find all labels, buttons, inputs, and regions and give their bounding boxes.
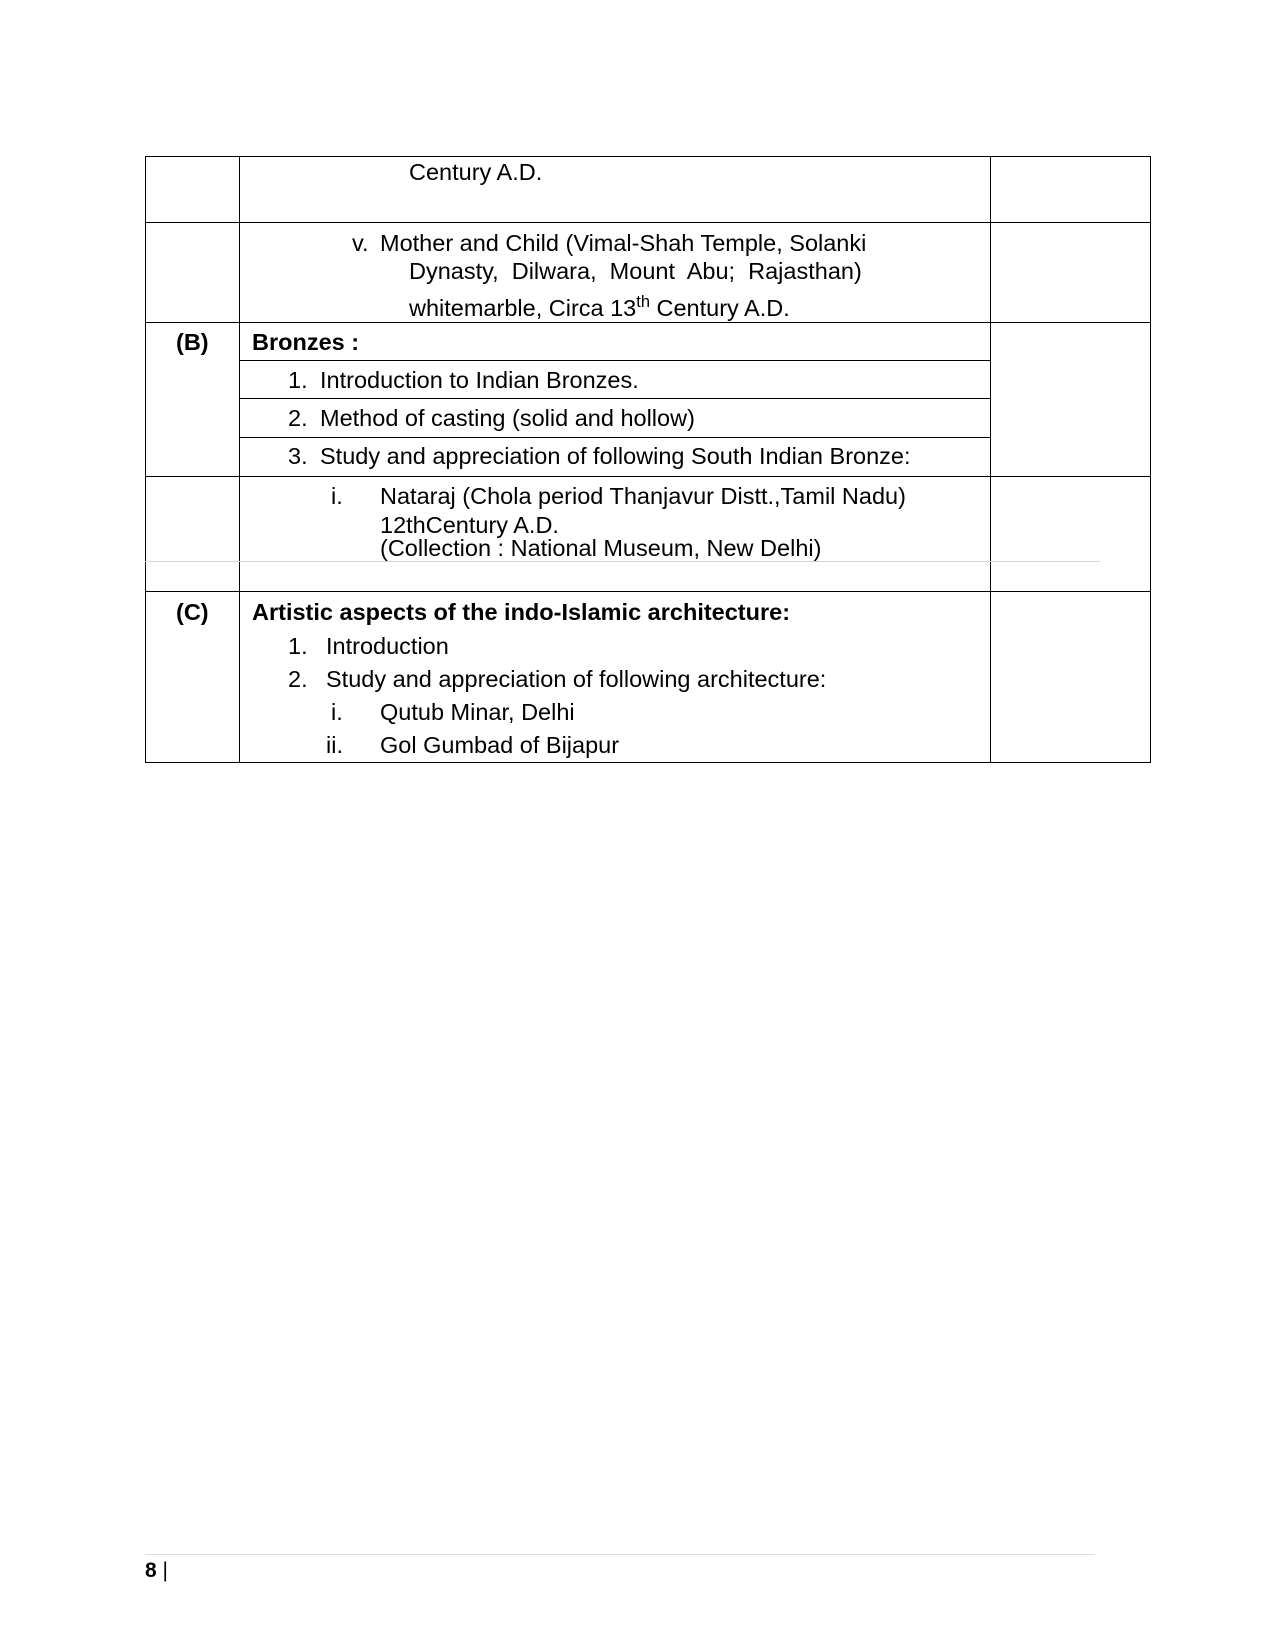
section-c-subitem-text: Gol Gumbad of Bijapur	[380, 732, 620, 758]
section-b-subitem-line3: (Collection : National Museum, New Delhi)	[380, 535, 822, 561]
table-top-border	[145, 156, 1151, 157]
section-b-item-text: Method of casting (solid and hollow)	[320, 405, 695, 431]
section-b-item-text: Introduction to Indian Bronzes.	[320, 367, 639, 393]
table-bottom-border	[145, 762, 1151, 763]
page-footer	[145, 1560, 168, 1581]
section-b-label: (B)	[176, 329, 209, 355]
item-v-line3-pre: whitemarble, Circa 13	[409, 295, 637, 321]
century-continuation-text: Century A.D.	[409, 159, 543, 185]
section-b-heading: Bronzes :	[252, 329, 360, 355]
item-v-line3	[409, 292, 790, 321]
section-b-subitem-line1: Nataraj (Chola period Thanjavur Distt.,Tamil Nadu)	[380, 483, 906, 509]
faint-row-divider	[145, 561, 1100, 562]
table-left-border	[145, 156, 146, 763]
section-c-subitem-marker: i.	[331, 699, 343, 725]
section-b-subitem-line2: 12thCentury A.D.	[380, 512, 559, 538]
item-v-line1: Mother and Child (Vimal-Shah Temple, Solanki	[380, 230, 867, 256]
section-b-item-num: 1.	[288, 367, 308, 393]
table-col1-border	[239, 156, 240, 763]
section-c-item-text: Study and appreciation of following architecture:	[326, 666, 827, 692]
item-v-line3-post: Century A.D.	[649, 295, 790, 321]
table-right-border	[1150, 156, 1151, 763]
row-divider	[239, 360, 990, 361]
section-b-item-num: 2.	[288, 405, 308, 431]
page-number: 8	[145, 1559, 157, 1582]
item-v-marker: v.	[352, 230, 369, 256]
row-divider	[145, 222, 1151, 223]
item-v-line2: Dynasty, Dilwara, Mount Abu; Rajasthan)	[409, 258, 862, 284]
row-divider	[145, 591, 1151, 592]
section-c-label: (C)	[176, 599, 209, 625]
row-divider	[239, 398, 990, 399]
row-divider	[145, 476, 1151, 477]
section-c-item-num: 1.	[288, 633, 308, 659]
footer-rule	[145, 1554, 1095, 1555]
section-b-item-num: 3.	[288, 443, 308, 469]
page-separator: |	[162, 1559, 168, 1582]
section-c-subitem-marker: ii.	[326, 732, 343, 758]
section-c-item-text: Introduction	[326, 633, 449, 659]
section-b-subitem-marker: i.	[331, 483, 343, 509]
table-col2-border	[990, 156, 991, 763]
row-divider	[239, 437, 990, 438]
row-divider	[145, 322, 1151, 323]
section-c-item-num: 2.	[288, 666, 308, 692]
section-b-item-text: Study and appreciation of following South Indian Bronze:	[320, 443, 911, 469]
section-c-heading: Artistic aspects of the indo-Islamic architecture:	[252, 599, 791, 625]
item-v-line3-sup: th	[636, 292, 650, 311]
section-c-subitem-text: Qutub Minar, Delhi	[380, 699, 575, 725]
